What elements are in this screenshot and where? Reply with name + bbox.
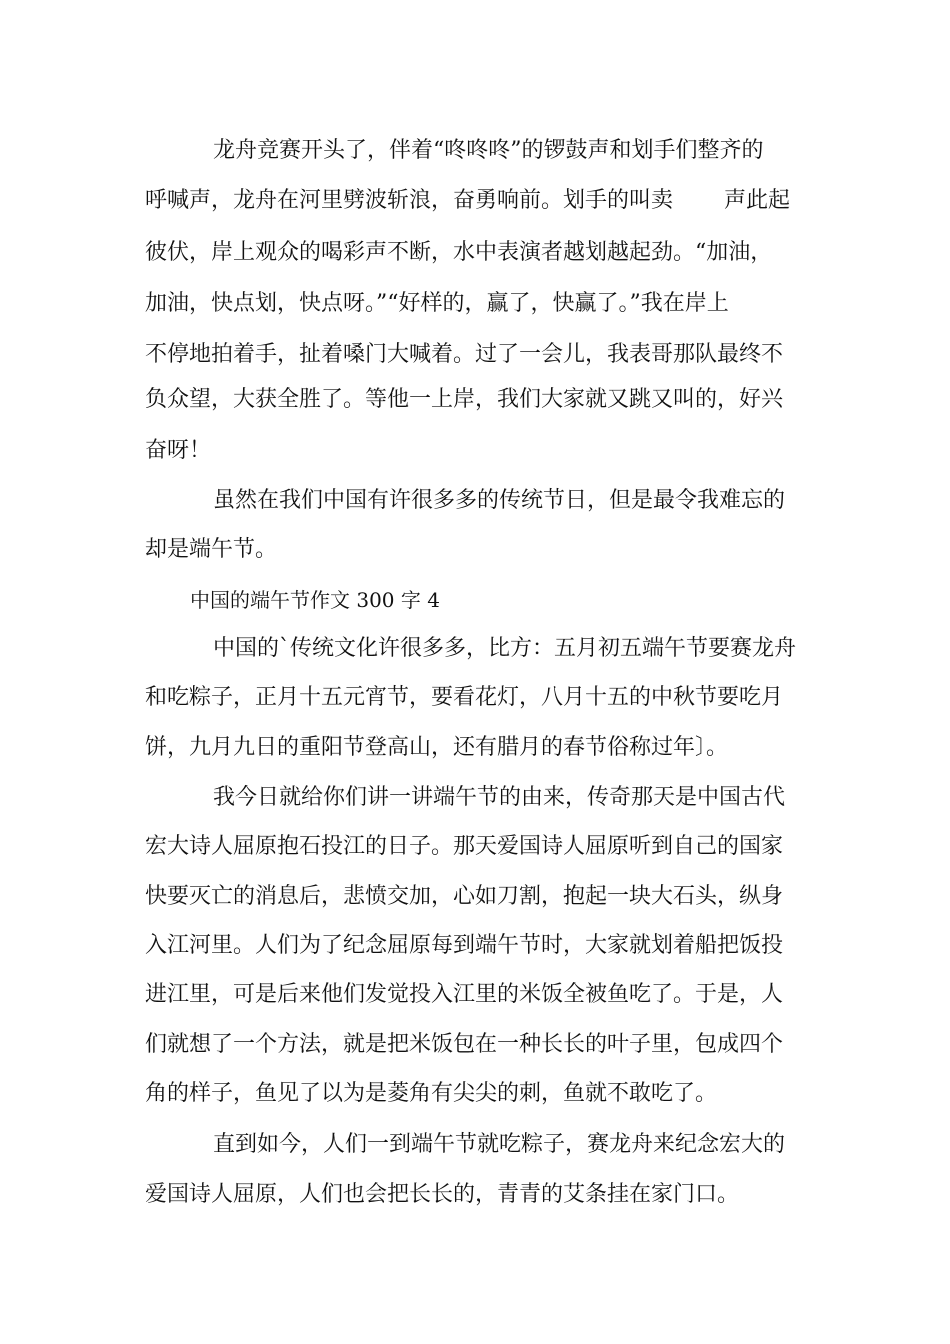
paragraph-line: 虽然在我们中国有许很多多的传统节日，但是最令我难忘的 xyxy=(213,488,786,513)
paragraph-line: 彼伏，岸上观众的喝彩声不断，水中表演者越划越起劲。“加油， xyxy=(145,240,773,265)
paragraph-line: 和吃粽子，正月十五元宵节，要看花灯，八月十五的中秋节要吃月 xyxy=(145,685,784,710)
paragraph-line: 爱国诗人屈原，人们也会把长长的，青青的艾条挂在家门口。 xyxy=(145,1182,740,1207)
paragraph-line: 直到如今，人们一到端午节就吃粽子，赛龙舟来纪念宏大的 xyxy=(213,1132,786,1157)
paragraph-line: 负众望，大获全胜了。等他一上岸，我们大家就又跳又叫的，好兴 xyxy=(145,387,784,412)
paragraph-line: 入江河里。人们为了纪念屈原每到端午节时，大家就划着船把饭投 xyxy=(145,933,784,958)
paragraph-line: 角的样子，鱼见了以为是菱角有尖尖的刺，鱼就不敢吃了。 xyxy=(145,1081,718,1106)
paragraph-line: 奋呀！ xyxy=(145,438,212,463)
paragraph-line: 呼喊声，龙舟在河里劈波斩浪，奋勇响前。划手的叫卖 声此起 xyxy=(145,188,790,213)
paragraph-line: 饼，九月九日的重阳节登高山，还有腊月的春节俗称过年〕。 xyxy=(145,735,729,760)
paragraph-line: 龙舟竞赛开头了，伴着“咚咚咚”的锣鼓声和划手们整齐的 xyxy=(213,138,764,163)
paragraph-line: 快要灭亡的消息后，悲愤交加，心如刀割，抱起一块大石头，纵身 xyxy=(145,884,784,909)
paragraph-line: 中国的`传统文化许很多多，比方：五月初五端午节要赛龙舟 xyxy=(213,636,797,661)
paragraph-line: 加油，快点划，快点呀。”“好样的，赢了，快赢了。”我在岸上 xyxy=(145,291,729,316)
paragraph-line: 进江里，可是后来他们发觉投入江里的米饭全被鱼吃了。于是，人 xyxy=(145,982,784,1007)
paragraph-line: 宏大诗人屈原抱石投江的日子。那天爱国诗人屈原听到自己的国家 xyxy=(145,834,784,859)
paragraph-line: 们就想了一个方法，就是把米饭包在一种长长的叶子里，包成四个 xyxy=(145,1032,784,1057)
paragraph-line: 却是端午节。 xyxy=(145,537,278,562)
essay-heading: 中国的端午节作文 300 字 4 xyxy=(190,588,440,612)
paragraph-line: 我今日就给你们讲一讲端午节的由来，传奇那天是中国古代 xyxy=(213,785,786,810)
paragraph-line: 不停地拍着手，扯着嗓门大喊着。过了一会儿，我表哥那队最终不 xyxy=(145,342,784,367)
